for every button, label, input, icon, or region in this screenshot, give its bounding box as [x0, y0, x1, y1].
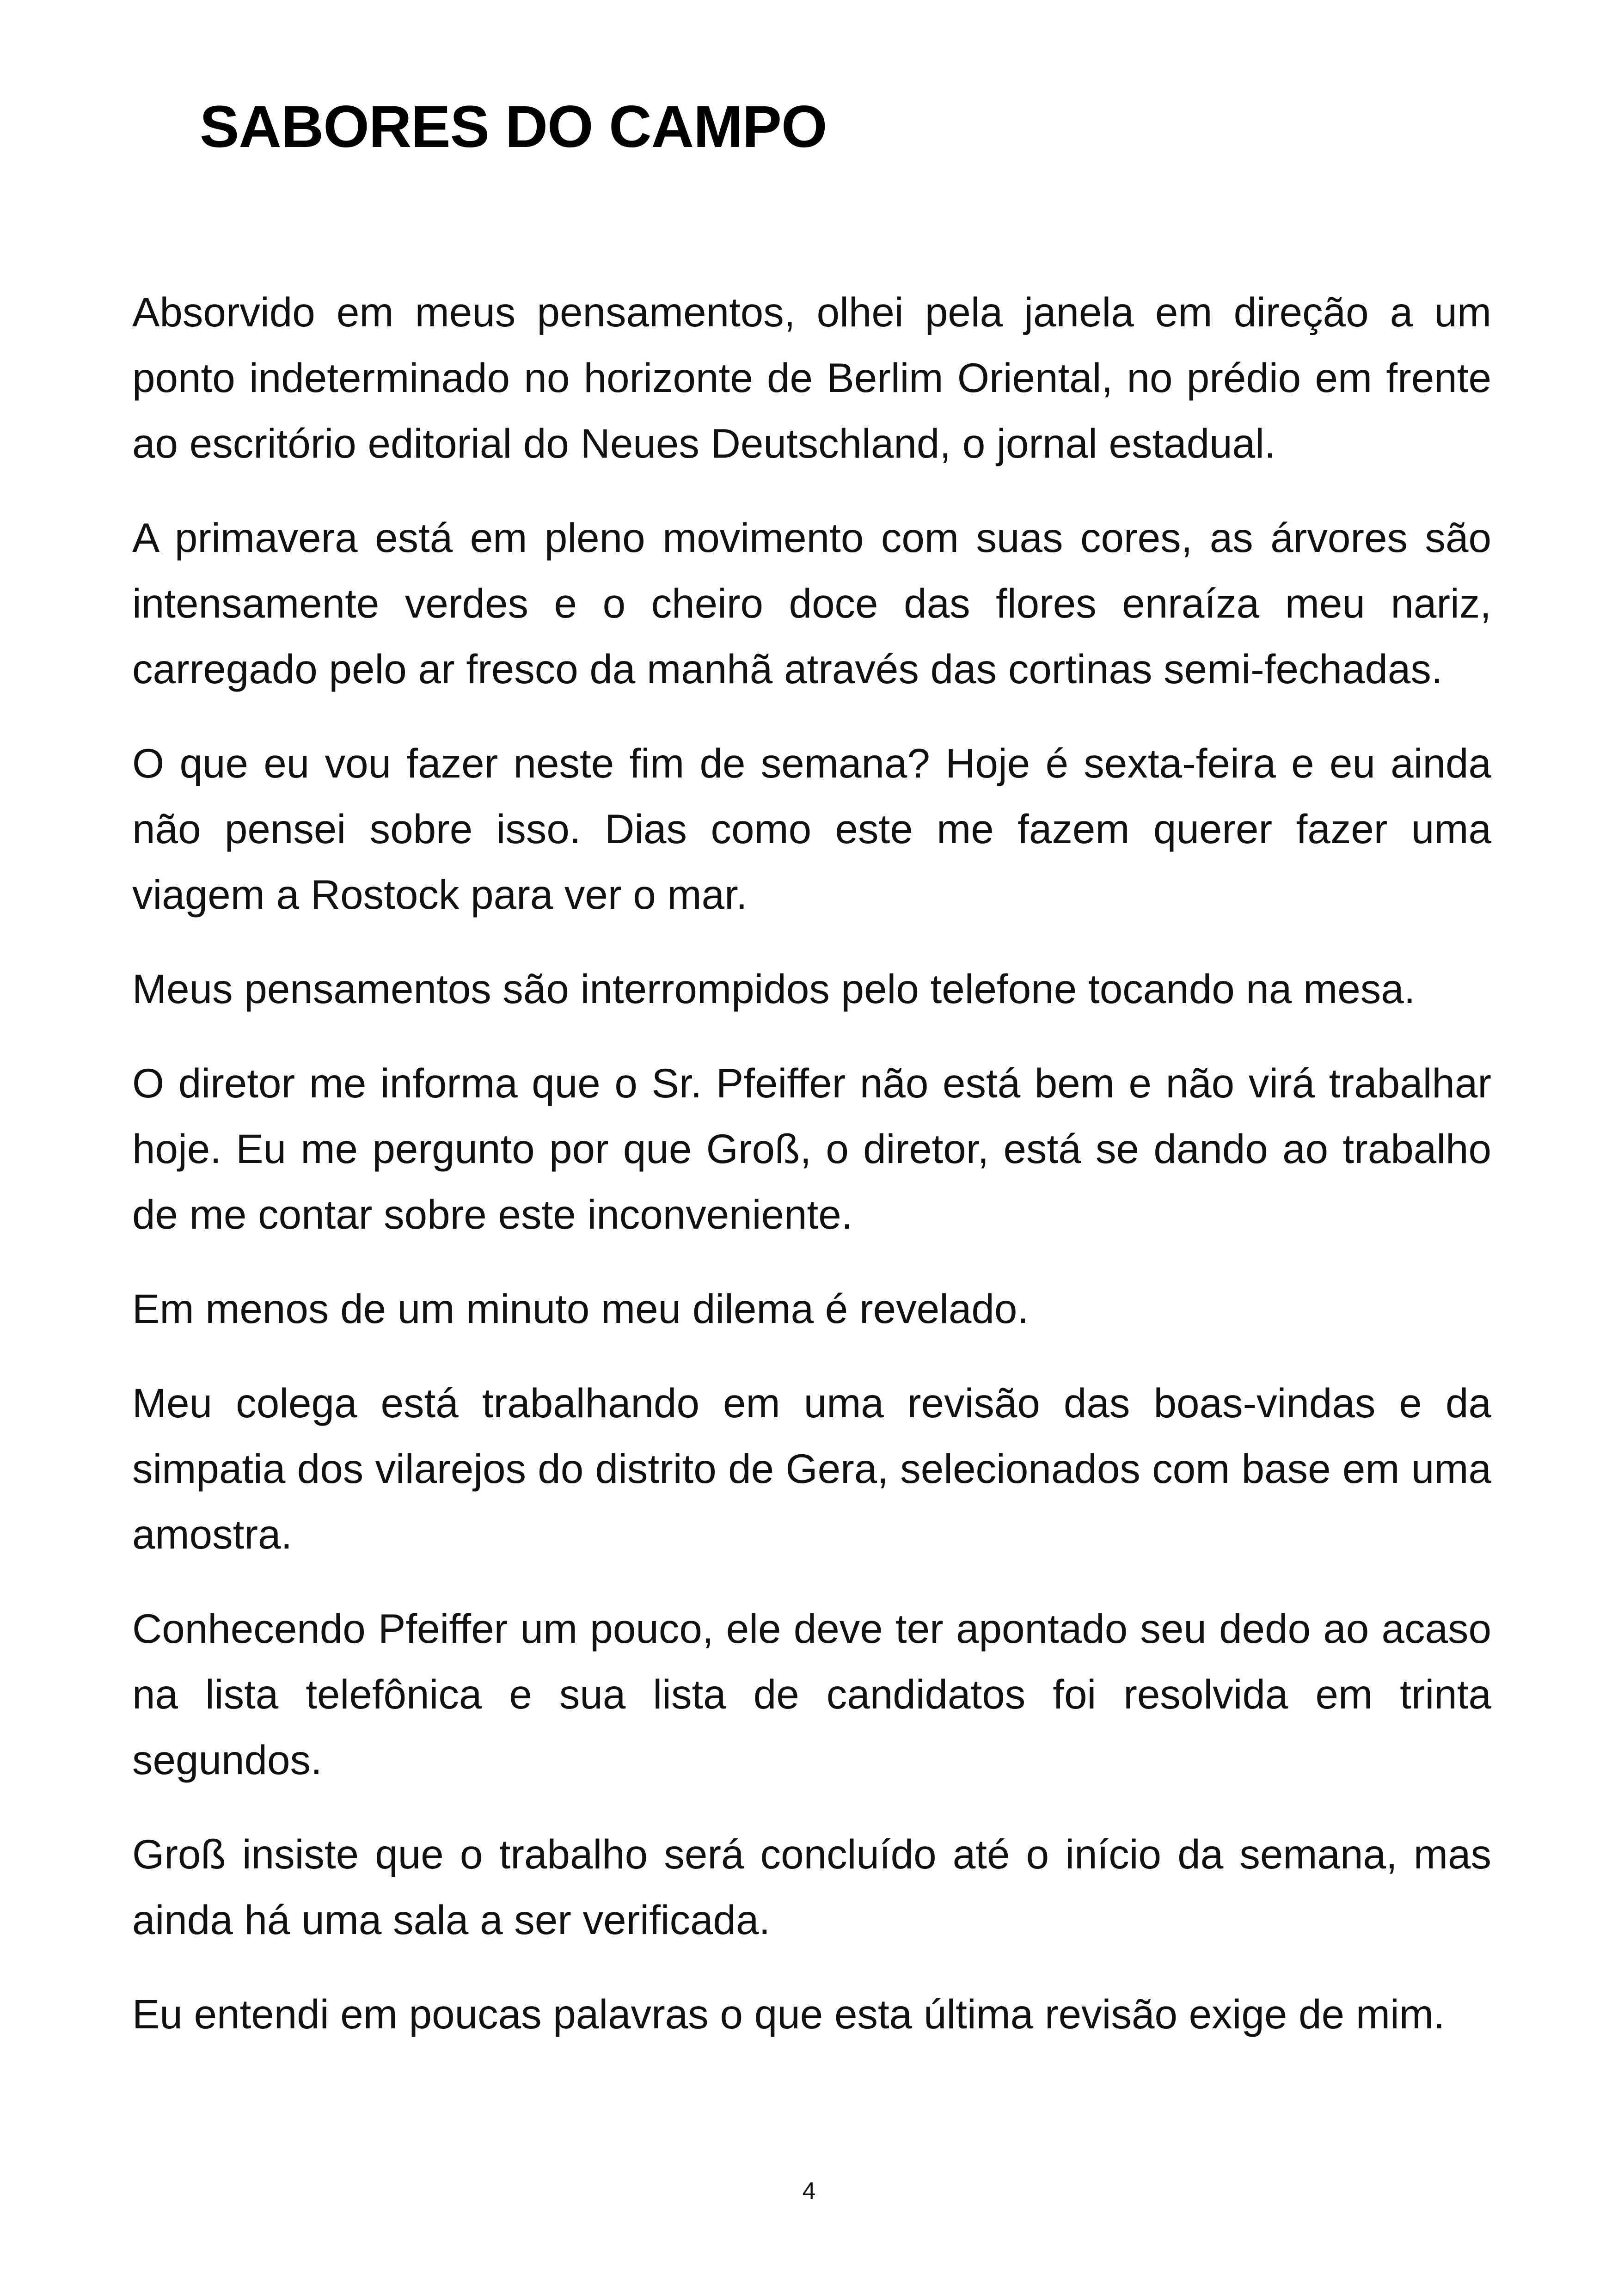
page-title: SABORES DO CAMPO [200, 94, 827, 160]
paragraph: Em menos de um minuto meu dilema é revelado. [132, 1286, 1029, 1332]
page-number: 4 [802, 2178, 816, 2204]
paragraph: Eu entendi em poucas palavras o que esta última revisão exige de mim. [132, 1991, 1445, 2037]
paragraph: Absorvido em meus pensamentos, olhei pela janela em direção a um ponto indeterminado no horizonte de Berlim Oriental, no prédio em frente ao escritório editorial do Neues Deutschland, o jornal estadual. [132, 289, 1491, 466]
paragraph: Groß insiste que o trabalho será concluído até o início da semana, mas ainda há uma sala a ser verificada. [132, 1831, 1491, 1943]
paragraph: O diretor me informa que o Sr. Pfeiffer não está bem e não virá trabalhar hoje. Eu me pergunto por que Groß, o diretor, está se dando ao trabalho de me contar sobre este inconveniente. [132, 1060, 1491, 1237]
paragraph: A primavera está em pleno movimento com suas cores, as árvores são intensamente verdes e o cheiro doce das flores enraíza meu nariz, carregado pelo ar fresco da manhã através das cortinas semi-fechadas. [132, 514, 1491, 692]
body-text [132, 279, 1491, 2076]
paragraph: O que eu vou fazer neste fim de semana? Hoje é sexta-feira e eu ainda não pensei sobre isso. Dias como este me fazem querer fazer uma viagem a Rostock para ver o mar. [132, 740, 1491, 918]
paragraph: Meu colega está trabalhando em uma revisão das boas-vindas e da simpatia dos vilarejos do distrito de Gera, selecionados com base em uma amostra. [132, 1380, 1491, 1557]
paragraph: Conhecendo Pfeiffer um pouco, ele deve ter apontado seu dedo ao acaso na lista telefônica e sua lista de candidatos foi resolvida em trinta segundos. [132, 1605, 1491, 1783]
paragraph: Meus pensamentos são interrompidos pelo telefone tocando na mesa. [132, 966, 1416, 1012]
